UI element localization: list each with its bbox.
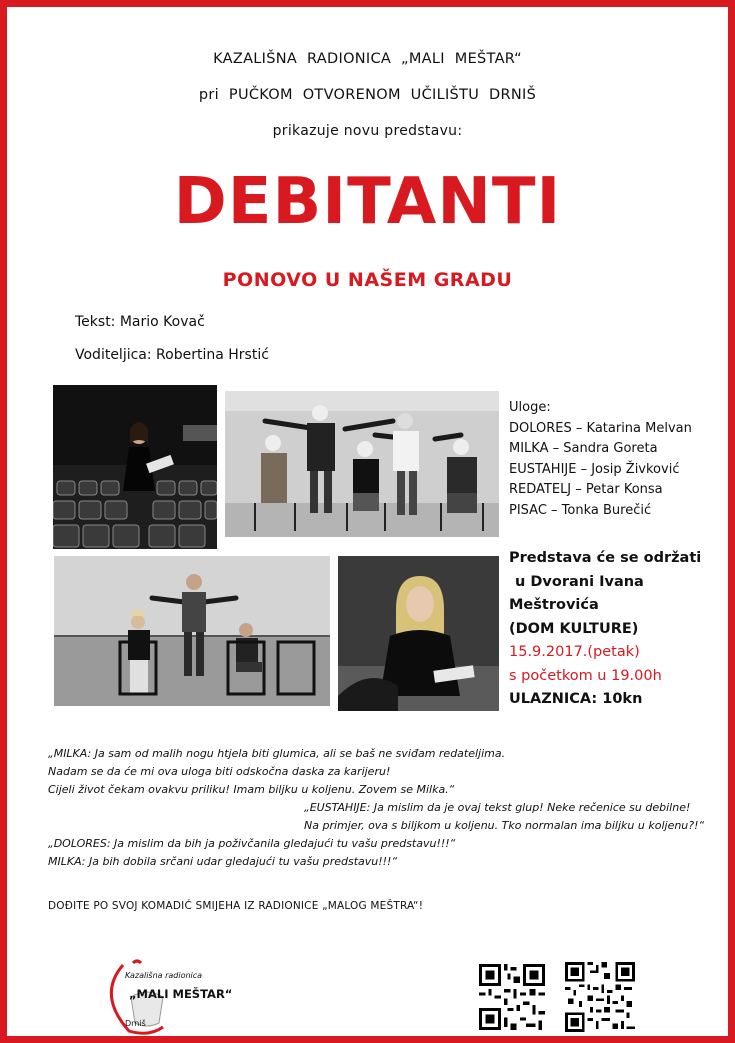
photo-stage-chairs (54, 556, 330, 706)
event-time: s početkom u 19.00h (509, 667, 662, 684)
event-venue: u Dvorani Ivana (515, 573, 644, 590)
event-venue-building: (DOM KULTURE) (509, 620, 639, 637)
event-line: Predstava će se održati (509, 550, 702, 566)
event-date: 15.9.2017.(petak) (509, 644, 640, 660)
roles-heading: Uloge: (509, 400, 551, 415)
workshop-logo (103, 957, 263, 1037)
event-venue-name: Meštrovića (509, 597, 599, 613)
poster-title: DEBITANTI (173, 165, 562, 239)
event-ticket: ULAZNICA: 10kn (509, 691, 643, 707)
logo-line-2: „MALI MEŠTAR“ (129, 987, 233, 1001)
role-item: EUSTAHIJE – Josip Živković (509, 461, 680, 477)
quote-eustahije-1: „EUSTAHIJE: Ja mislim da je ovaj tekst glup! Neke rečenice su debilne! (304, 801, 691, 814)
role-item: MILKA – Sandra Goreta (509, 441, 658, 456)
quote-dolores: „DOLORES: Ja mislim da bih ja poživčanila gledajući tu vašu predstavu!!!“ (48, 837, 456, 850)
role-item: REDATELJ – Petar Konsa (509, 482, 663, 497)
event-info (509, 547, 701, 712)
poster-subtitle: PONOVO U NAŠEM GRADU (222, 269, 513, 291)
logo-line-1: Kazališna radionica (125, 971, 203, 980)
quote-milka-1: „MILKA: Ja sam od malih nogu htjela biti glumica, ali se baš ne sviđam redateljima. (48, 747, 506, 760)
director-credit: Voditeljica: Robertina Hrstić (75, 347, 269, 363)
text-credit: Tekst: Mario Kovač (75, 314, 205, 330)
header-line-1: KAZALIŠNA RADIONICA „MALI MEŠTAR“ (213, 51, 522, 67)
header-line-3: prikazuje novu predstavu: (272, 123, 463, 139)
quote-milka-2: Nadam se da će mi ova uloga biti odskočna daska za karijeru! (48, 765, 391, 778)
photo-masked-group (225, 391, 499, 537)
role-item: DOLORES – Katarina Melvan (509, 420, 692, 436)
qr-code-icon[interactable] (479, 964, 545, 1030)
quote-eustahije-2: Na primjer, ova s biljkom u koljenu. Tko normalan ima biljku u koljenu?!“ (304, 819, 705, 832)
qr-code-icon[interactable] (565, 962, 635, 1032)
quote-milka-4: MILKA: Ja bih dobila srčani udar gledajući tu vašu predstavu!!!“ (48, 855, 398, 868)
footer-slogan: DOĐITE PO SVOJ KOMADIĆ SMIJEHA IZ RADIONICE „MALOG MEŠTRA“! (48, 900, 424, 912)
header-line-2: pri PUČKOM OTVORENOM UČILIŠTU DRNIŠ (198, 87, 537, 103)
photo-actress-reading (53, 385, 217, 549)
quote-milka-3: Cijeli život čekam ovakvu priliku! Imam biljku u koljenu. Zovem se Milka.“ (48, 783, 455, 796)
role-item: PISAC – Tonka Burečić (509, 502, 652, 518)
logo-line-3: Drniš (125, 1019, 146, 1028)
photo-actress-closeup (338, 556, 499, 711)
roles-list (509, 398, 692, 521)
